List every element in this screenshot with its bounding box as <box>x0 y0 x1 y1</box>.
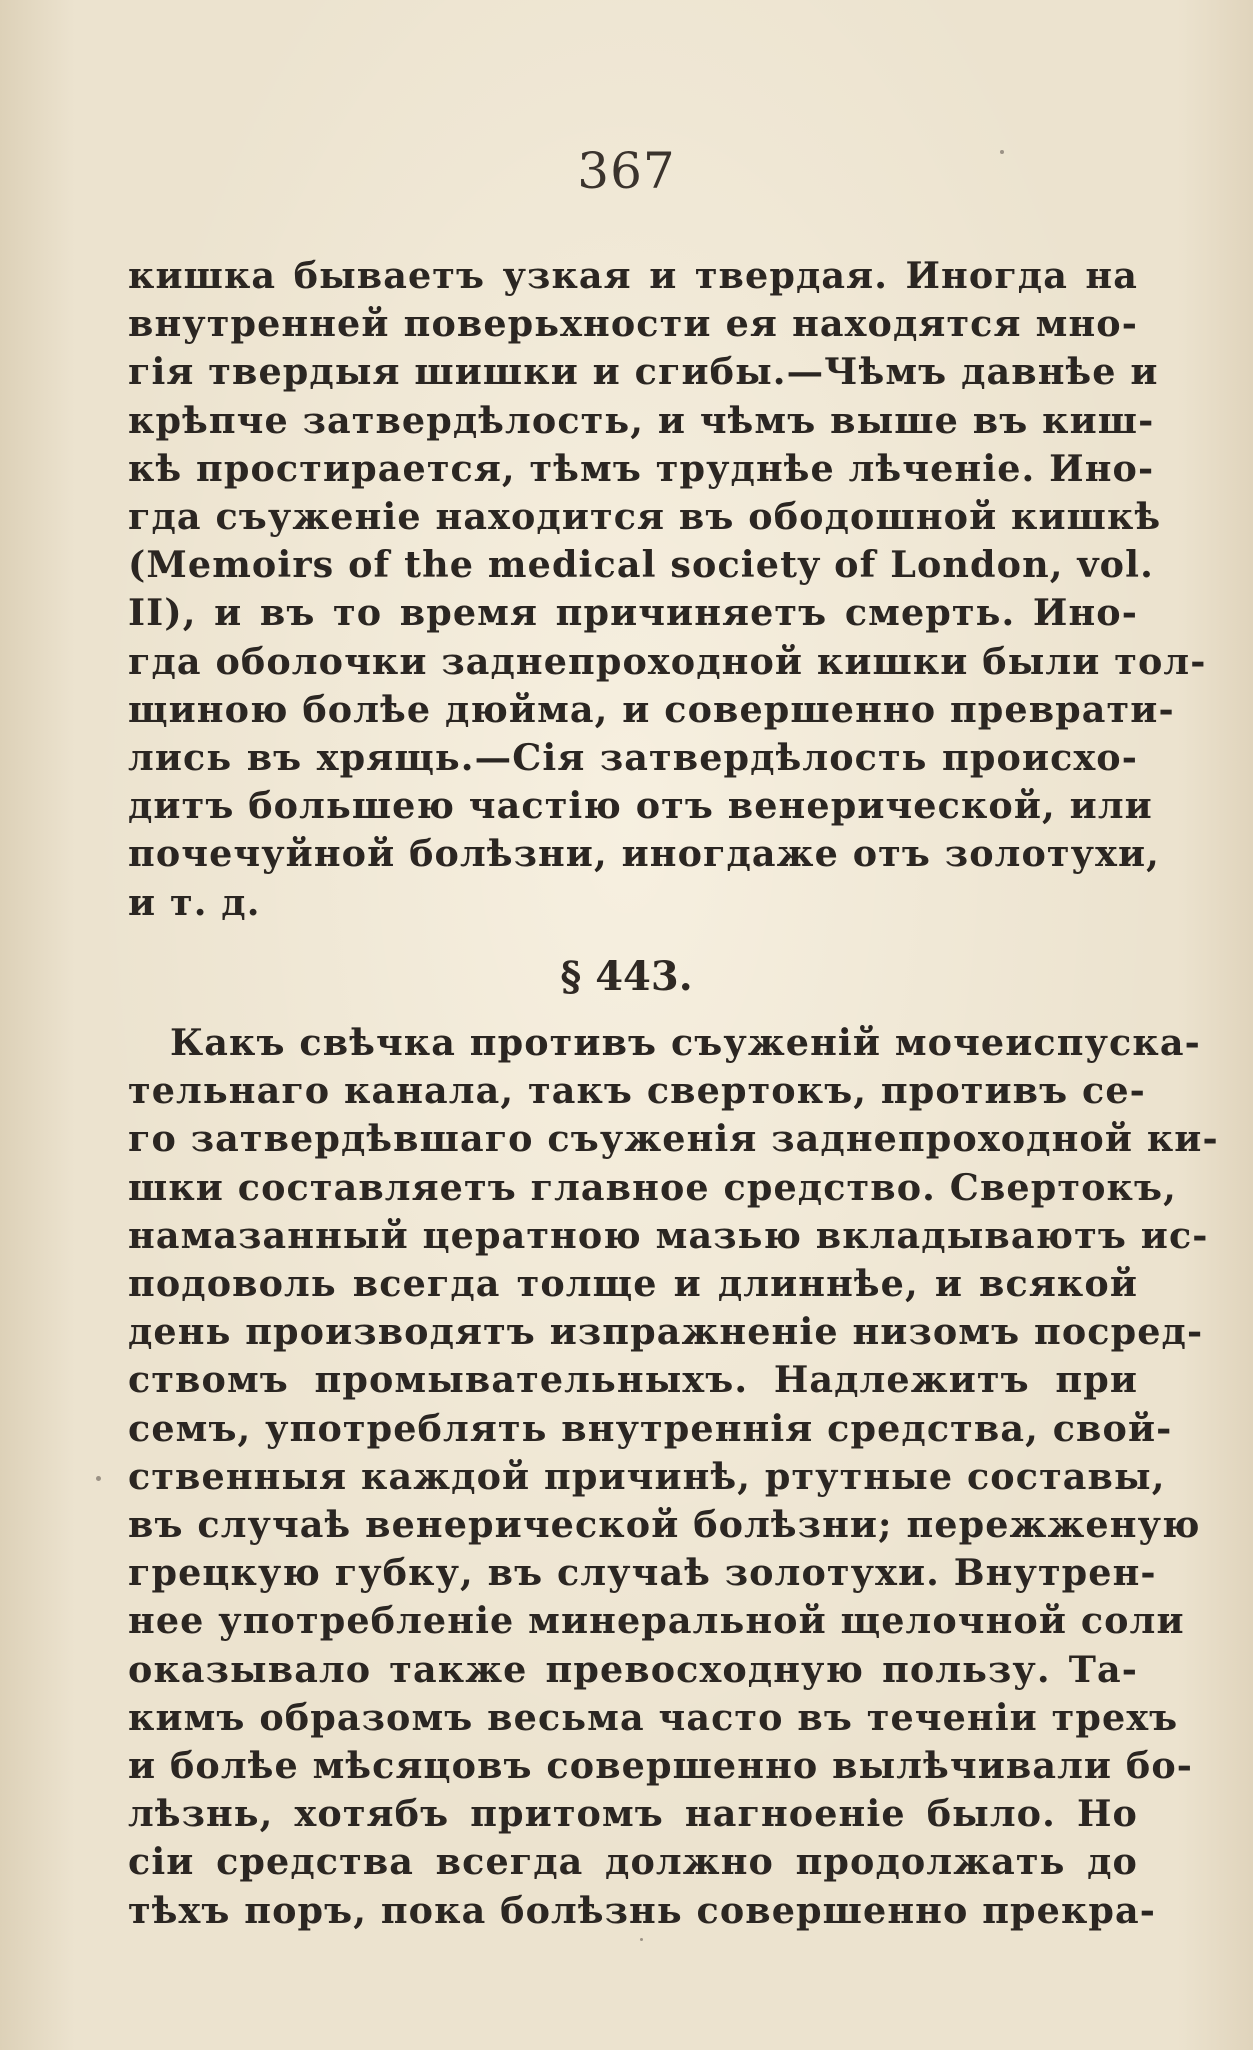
page-number: 367 <box>577 142 676 200</box>
paper-speck <box>96 1476 101 1481</box>
text-line: го затвердѣвшаго съуженія заднепроходной ки- <box>128 1117 1219 1161</box>
text-line: кимъ образомъ весьма часто въ теченіи трехъ <box>128 1695 1179 1739</box>
text-line: кишка бываетъ узкая и твердая. Иногда на <box>128 254 1138 297</box>
paragraph-section-443 <box>128 1019 1219 1935</box>
text-line: (Memoirs of the medical society of London, vol. <box>128 543 1154 587</box>
text-line: намазанный цератною мазью вкладываютъ ис- <box>128 1213 1209 1257</box>
text-line: подоволь всегда толще и длиннѣе, и всякой <box>128 1262 1138 1306</box>
text-line: гда съуженіе находится въ ободошной кишкѣ <box>128 495 1162 539</box>
text-line: щиною болѣе дюйма, и совершенно преврати- <box>128 687 1175 731</box>
text-line: оказывало также превосходную пользу. Та- <box>128 1647 1138 1691</box>
text-line: дитъ большею частію отъ венерической, или <box>128 784 1153 828</box>
text-line: гія твердыя шишки и сгибы.—Чѣмъ давнѣе и <box>128 350 1159 394</box>
text-line: гда оболочки заднепроходной кишки были тол- <box>128 639 1207 683</box>
text-line: лись въ хрящь.—Сія затвердѣлость происхо- <box>128 736 1138 780</box>
paper-speck <box>1000 150 1004 154</box>
text-line: тельнаго канала, такъ свертокъ, противъ се- <box>128 1069 1146 1113</box>
paper-speck <box>640 1938 643 1941</box>
text-line: лѣзнь, хотябъ притомъ нагноеніе было. Но <box>128 1792 1138 1836</box>
text-line: ствомъ промывательныхъ. Надлежитъ при <box>128 1358 1138 1402</box>
text-line: сіи средства всегда должно продолжать до <box>128 1840 1138 1884</box>
text-line: кѣ простирается, тѣмъ труднѣе лѣченіе. Ино- <box>128 446 1155 490</box>
text-line: нее употребленіе минеральной щелочной соли <box>128 1599 1185 1643</box>
text-line: и болѣе мѣсяцовъ совершенно вылѣчивали бо- <box>128 1744 1194 1788</box>
text-line: день производятъ изпражненіе низомъ посред- <box>128 1310 1204 1354</box>
section-heading: § 443. <box>560 953 693 1000</box>
text-line: ственныя каждой причинѣ, ртутные составы, <box>128 1454 1166 1498</box>
text-line: грецкую губку, въ случаѣ золотухи. Внутрен- <box>128 1551 1157 1595</box>
paragraph-continuation <box>128 252 1207 927</box>
text-line: тѣхъ поръ, пока болѣзнь совершенно прекра- <box>128 1888 1157 1932</box>
text-line: и т. д. <box>128 880 261 924</box>
text-line: крѣпче затвердѣлость, и чѣмъ выше въ киш- <box>128 398 1155 442</box>
text-line: почечуйной болѣзни, иногдаже отъ золотухи, <box>128 832 1160 876</box>
text-line: внутренней поверьхности ея находятся мно- <box>128 302 1138 346</box>
text-line: шки составляетъ главное средство. Свертокъ, <box>128 1165 1177 1209</box>
text-line: II), и въ то время причиняетъ смерть. Ино- <box>128 591 1138 635</box>
text-line: семъ, употреблять внутреннія средства, свой- <box>128 1406 1173 1450</box>
text-line: въ случаѣ венерической болѣзни; пережженую <box>128 1503 1201 1547</box>
text-line: Какъ свѣчка противъ съуженій мочеиспуска- <box>170 1021 1201 1064</box>
